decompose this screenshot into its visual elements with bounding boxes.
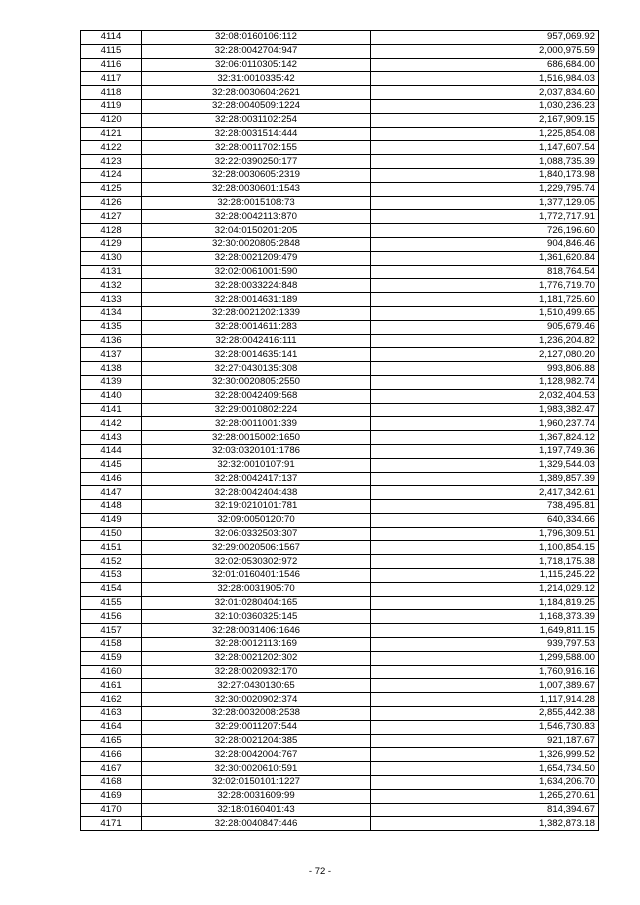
row-index-cell: 4138	[81, 362, 142, 376]
row-index-cell: 4124	[81, 168, 142, 182]
row-index-cell: 4119	[81, 99, 142, 113]
table-row	[81, 665, 599, 679]
row-index-cell: 4134	[81, 306, 142, 320]
row-index-cell: 4162	[81, 693, 142, 707]
table-row	[81, 44, 599, 58]
row-index-cell: 4116	[81, 58, 142, 72]
amount-cell: 1,772,717.91	[371, 210, 599, 224]
cadastral-number-cell: 32:28:0042404:438	[142, 486, 371, 500]
cadastral-number-cell: 32:28:0040847:446	[142, 817, 371, 831]
amount-cell: 1,229,795.74	[371, 182, 599, 196]
row-index-cell: 4114	[81, 31, 142, 45]
amount-cell: 1,634,206.70	[371, 776, 599, 790]
row-index-cell: 4153	[81, 569, 142, 583]
amount-cell: 1,147,607.54	[371, 141, 599, 155]
table-row	[81, 513, 599, 527]
table-row	[81, 569, 599, 583]
cadastral-number-cell: 32:28:0015002:1650	[142, 431, 371, 445]
amount-cell: 1,168,373.39	[371, 610, 599, 624]
row-index-cell: 4145	[81, 458, 142, 472]
table-row	[81, 348, 599, 362]
cadastral-number-cell: 32:30:0020902:374	[142, 693, 371, 707]
cadastral-number-cell: 32:32:0010107:91	[142, 458, 371, 472]
amount-cell: 2,127,080.20	[371, 348, 599, 362]
table-row	[81, 803, 599, 817]
cadastral-number-cell: 32:28:0031514:444	[142, 127, 371, 141]
row-index-cell: 4117	[81, 72, 142, 86]
cadastral-number-cell: 32:18:0160401:43	[142, 803, 371, 817]
table-row	[81, 99, 599, 113]
amount-cell: 1,382,873.18	[371, 817, 599, 831]
row-index-cell: 4146	[81, 472, 142, 486]
data-table	[80, 30, 599, 831]
row-index-cell: 4157	[81, 624, 142, 638]
cadastral-number-cell: 32:28:0014611:283	[142, 320, 371, 334]
amount-cell: 1,100,854.15	[371, 541, 599, 555]
cadastral-number-cell: 32:19:0210101:781	[142, 500, 371, 514]
amount-cell: 1,117,914.28	[371, 693, 599, 707]
amount-cell: 1,840,173.98	[371, 168, 599, 182]
table-row	[81, 196, 599, 210]
amount-cell: 2,855,442.38	[371, 707, 599, 721]
cadastral-number-cell: 32:28:0011702:155	[142, 141, 371, 155]
row-index-cell: 4118	[81, 86, 142, 100]
cadastral-number-cell: 32:04:0150201:205	[142, 224, 371, 238]
cadastral-number-cell: 32:28:0042704:947	[142, 44, 371, 58]
cadastral-number-cell: 32:01:0160401:1546	[142, 569, 371, 583]
amount-cell: 1,516,984.03	[371, 72, 599, 86]
amount-cell: 1,088,735.39	[371, 155, 599, 169]
amount-cell: 1,510,499.65	[371, 306, 599, 320]
table-row	[81, 417, 599, 431]
table-row	[81, 182, 599, 196]
amount-cell: 1,361,620.84	[371, 251, 599, 265]
table-row	[81, 72, 599, 86]
cadastral-number-cell: 32:28:0021209:479	[142, 251, 371, 265]
table-row	[81, 720, 599, 734]
row-index-cell: 4121	[81, 127, 142, 141]
row-index-cell: 4170	[81, 803, 142, 817]
row-index-cell: 4135	[81, 320, 142, 334]
table-row	[81, 486, 599, 500]
cadastral-number-cell: 32:30:0020805:2550	[142, 375, 371, 389]
cadastral-number-cell: 32:10:0360325:145	[142, 610, 371, 624]
cadastral-number-cell: 32:28:0021202:1339	[142, 306, 371, 320]
cadastral-number-cell: 32:29:0020506:1567	[142, 541, 371, 555]
amount-cell: 957,069.92	[371, 31, 599, 45]
table-row	[81, 58, 599, 72]
amount-cell: 1,983,382.47	[371, 403, 599, 417]
cadastral-number-cell: 32:28:0014635:141	[142, 348, 371, 362]
row-index-cell: 4166	[81, 748, 142, 762]
table-row	[81, 293, 599, 307]
row-index-cell: 4160	[81, 665, 142, 679]
amount-cell: 1,030,236.23	[371, 99, 599, 113]
amount-cell: 905,679.46	[371, 320, 599, 334]
amount-cell: 921,187.67	[371, 734, 599, 748]
table-row	[81, 734, 599, 748]
amount-cell: 1,654,734.50	[371, 762, 599, 776]
table-row	[81, 624, 599, 638]
cadastral-number-cell: 32:28:0040509:1224	[142, 99, 371, 113]
amount-cell: 1,776,719.70	[371, 279, 599, 293]
table-row	[81, 776, 599, 790]
amount-cell: 1,389,857.39	[371, 472, 599, 486]
cadastral-number-cell: 32:27:0430135:308	[142, 362, 371, 376]
cadastral-number-cell: 32:28:0012113:169	[142, 638, 371, 652]
row-index-cell: 4144	[81, 444, 142, 458]
amount-cell: 1,007,389.67	[371, 679, 599, 693]
row-index-cell: 4130	[81, 251, 142, 265]
amount-cell: 1,326,999.52	[371, 748, 599, 762]
table-row	[81, 541, 599, 555]
amount-cell: 2,000,975.59	[371, 44, 599, 58]
table-row	[81, 168, 599, 182]
table-row	[81, 320, 599, 334]
row-index-cell: 4164	[81, 720, 142, 734]
cadastral-number-cell: 32:28:0042417:137	[142, 472, 371, 486]
row-index-cell: 4171	[81, 817, 142, 831]
cadastral-number-cell: 32:08:0160106:112	[142, 31, 371, 45]
row-index-cell: 4152	[81, 555, 142, 569]
amount-cell: 1,225,854.08	[371, 127, 599, 141]
table-row	[81, 362, 599, 376]
table-row	[81, 707, 599, 721]
table-row	[81, 789, 599, 803]
row-index-cell: 4151	[81, 541, 142, 555]
row-index-cell: 4123	[81, 155, 142, 169]
row-index-cell: 4141	[81, 403, 142, 417]
table-row	[81, 265, 599, 279]
cadastral-number-cell: 32:01:0280404:165	[142, 596, 371, 610]
cadastral-number-cell: 32:30:0020805:2848	[142, 237, 371, 251]
amount-cell: 640,334.66	[371, 513, 599, 527]
row-index-cell: 4128	[81, 224, 142, 238]
cadastral-number-cell: 32:28:0031609:99	[142, 789, 371, 803]
row-index-cell: 4129	[81, 237, 142, 251]
row-index-cell: 4155	[81, 596, 142, 610]
table-row	[81, 444, 599, 458]
table-row	[81, 458, 599, 472]
row-index-cell: 4120	[81, 113, 142, 127]
table-row	[81, 638, 599, 652]
amount-cell: 2,032,404.53	[371, 389, 599, 403]
cadastral-number-cell: 32:28:0042409:568	[142, 389, 371, 403]
amount-cell: 1,299,588.00	[371, 651, 599, 665]
amount-cell: 1,960,237.74	[371, 417, 599, 431]
row-index-cell: 4126	[81, 196, 142, 210]
cadastral-number-cell: 32:03:0320101:1786	[142, 444, 371, 458]
amount-cell: 1,181,725.60	[371, 293, 599, 307]
table-row	[81, 679, 599, 693]
amount-cell: 1,128,982.74	[371, 375, 599, 389]
amount-cell: 738,495.81	[371, 500, 599, 514]
row-index-cell: 4136	[81, 334, 142, 348]
table-row	[81, 113, 599, 127]
cadastral-number-cell: 32:28:0042113:870	[142, 210, 371, 224]
table-row	[81, 306, 599, 320]
cadastral-number-cell: 32:27:0430130:65	[142, 679, 371, 693]
cadastral-number-cell: 32:28:0031905:70	[142, 582, 371, 596]
row-index-cell: 4167	[81, 762, 142, 776]
amount-cell: 1,760,916.16	[371, 665, 599, 679]
amount-cell: 2,417,342.61	[371, 486, 599, 500]
row-index-cell: 4122	[81, 141, 142, 155]
table-body	[81, 31, 599, 831]
table-row	[81, 693, 599, 707]
row-index-cell: 4115	[81, 44, 142, 58]
amount-cell: 1,115,245.22	[371, 569, 599, 583]
table-row	[81, 762, 599, 776]
table-row	[81, 610, 599, 624]
table-row	[81, 127, 599, 141]
cadastral-number-cell: 32:28:0021204:385	[142, 734, 371, 748]
cadastral-number-cell: 32:28:0014631:189	[142, 293, 371, 307]
row-index-cell: 4158	[81, 638, 142, 652]
row-index-cell: 4147	[81, 486, 142, 500]
row-index-cell: 4139	[81, 375, 142, 389]
row-index-cell: 4159	[81, 651, 142, 665]
table-row	[81, 251, 599, 265]
table-row	[81, 596, 599, 610]
cadastral-number-cell: 32:28:0042004:767	[142, 748, 371, 762]
cadastral-number-cell: 32:28:0033224:848	[142, 279, 371, 293]
table-row	[81, 817, 599, 831]
table-row	[81, 403, 599, 417]
table-row	[81, 500, 599, 514]
amount-cell: 1,796,309.51	[371, 527, 599, 541]
row-index-cell: 4131	[81, 265, 142, 279]
table-row	[81, 555, 599, 569]
cadastral-number-cell: 32:28:0021202:302	[142, 651, 371, 665]
table-row	[81, 389, 599, 403]
table-row	[81, 141, 599, 155]
cadastral-number-cell: 32:28:0011001:339	[142, 417, 371, 431]
amount-cell: 1,184,819.25	[371, 596, 599, 610]
cadastral-number-cell: 32:28:0030601:1543	[142, 182, 371, 196]
row-index-cell: 4165	[81, 734, 142, 748]
cadastral-number-cell: 32:06:0332503:307	[142, 527, 371, 541]
cadastral-number-cell: 32:28:0020932:170	[142, 665, 371, 679]
row-index-cell: 4154	[81, 582, 142, 596]
row-index-cell: 4133	[81, 293, 142, 307]
cadastral-number-cell: 32:28:0030605:2319	[142, 168, 371, 182]
row-index-cell: 4132	[81, 279, 142, 293]
row-index-cell: 4125	[81, 182, 142, 196]
row-index-cell: 4137	[81, 348, 142, 362]
amount-cell: 1,329,544.03	[371, 458, 599, 472]
table-row	[81, 334, 599, 348]
cadastral-number-cell: 32:28:0015108:73	[142, 196, 371, 210]
table-row	[81, 651, 599, 665]
table-row	[81, 279, 599, 293]
row-index-cell: 4140	[81, 389, 142, 403]
row-index-cell: 4169	[81, 789, 142, 803]
cadastral-number-cell: 32:02:0150101:1227	[142, 776, 371, 790]
amount-cell: 1,236,204.82	[371, 334, 599, 348]
cadastral-number-cell: 32:28:0031406:1646	[142, 624, 371, 638]
table-row	[81, 237, 599, 251]
cadastral-number-cell: 32:28:0030604:2621	[142, 86, 371, 100]
table-row	[81, 155, 599, 169]
amount-cell: 1,197,749.36	[371, 444, 599, 458]
row-index-cell: 4148	[81, 500, 142, 514]
cadastral-number-cell: 32:02:0061001:590	[142, 265, 371, 279]
cadastral-number-cell: 32:09:0050120:70	[142, 513, 371, 527]
table-row	[81, 31, 599, 45]
cadastral-number-cell: 32:02:0530302:972	[142, 555, 371, 569]
row-index-cell: 4161	[81, 679, 142, 693]
amount-cell: 993,806.88	[371, 362, 599, 376]
page-number: - 72 -	[308, 866, 332, 877]
row-index-cell: 4142	[81, 417, 142, 431]
table-row	[81, 582, 599, 596]
row-index-cell: 4143	[81, 431, 142, 445]
table-row	[81, 431, 599, 445]
amount-cell: 1,649,811.15	[371, 624, 599, 638]
cadastral-number-cell: 32:29:0010802:224	[142, 403, 371, 417]
amount-cell: 1,718,175.38	[371, 555, 599, 569]
amount-cell: 1,367,824.12	[371, 431, 599, 445]
amount-cell: 686,684.00	[371, 58, 599, 72]
cadastral-number-cell: 32:29:0011207:544	[142, 720, 371, 734]
cadastral-number-cell: 32:06:0110305:142	[142, 58, 371, 72]
amount-cell: 2,037,834.60	[371, 86, 599, 100]
amount-cell: 1,546,730.83	[371, 720, 599, 734]
table-row	[81, 748, 599, 762]
table-row	[81, 472, 599, 486]
amount-cell: 814,394.67	[371, 803, 599, 817]
cadastral-number-cell: 32:30:0020610:591	[142, 762, 371, 776]
amount-cell: 904,846.46	[371, 237, 599, 251]
row-index-cell: 4168	[81, 776, 142, 790]
cadastral-number-cell: 32:28:0032008:2538	[142, 707, 371, 721]
table-row	[81, 86, 599, 100]
table-row	[81, 210, 599, 224]
table-row	[81, 375, 599, 389]
cadastral-number-cell: 32:31:0010335:42	[142, 72, 371, 86]
row-index-cell: 4156	[81, 610, 142, 624]
amount-cell: 939,797.53	[371, 638, 599, 652]
amount-cell: 1,377,129.05	[371, 196, 599, 210]
amount-cell: 818,764.54	[371, 265, 599, 279]
table-row	[81, 527, 599, 541]
cadastral-number-cell: 32:28:0031102:254	[142, 113, 371, 127]
cadastral-number-cell: 32:28:0042416:111	[142, 334, 371, 348]
row-index-cell: 4163	[81, 707, 142, 721]
table-row	[81, 224, 599, 238]
amount-cell: 726,196.60	[371, 224, 599, 238]
row-index-cell: 4149	[81, 513, 142, 527]
row-index-cell: 4150	[81, 527, 142, 541]
amount-cell: 1,265,270.61	[371, 789, 599, 803]
cadastral-number-cell: 32:22:0390250:177	[142, 155, 371, 169]
row-index-cell: 4127	[81, 210, 142, 224]
amount-cell: 1,214,029.12	[371, 582, 599, 596]
amount-cell: 2,167,909.15	[371, 113, 599, 127]
